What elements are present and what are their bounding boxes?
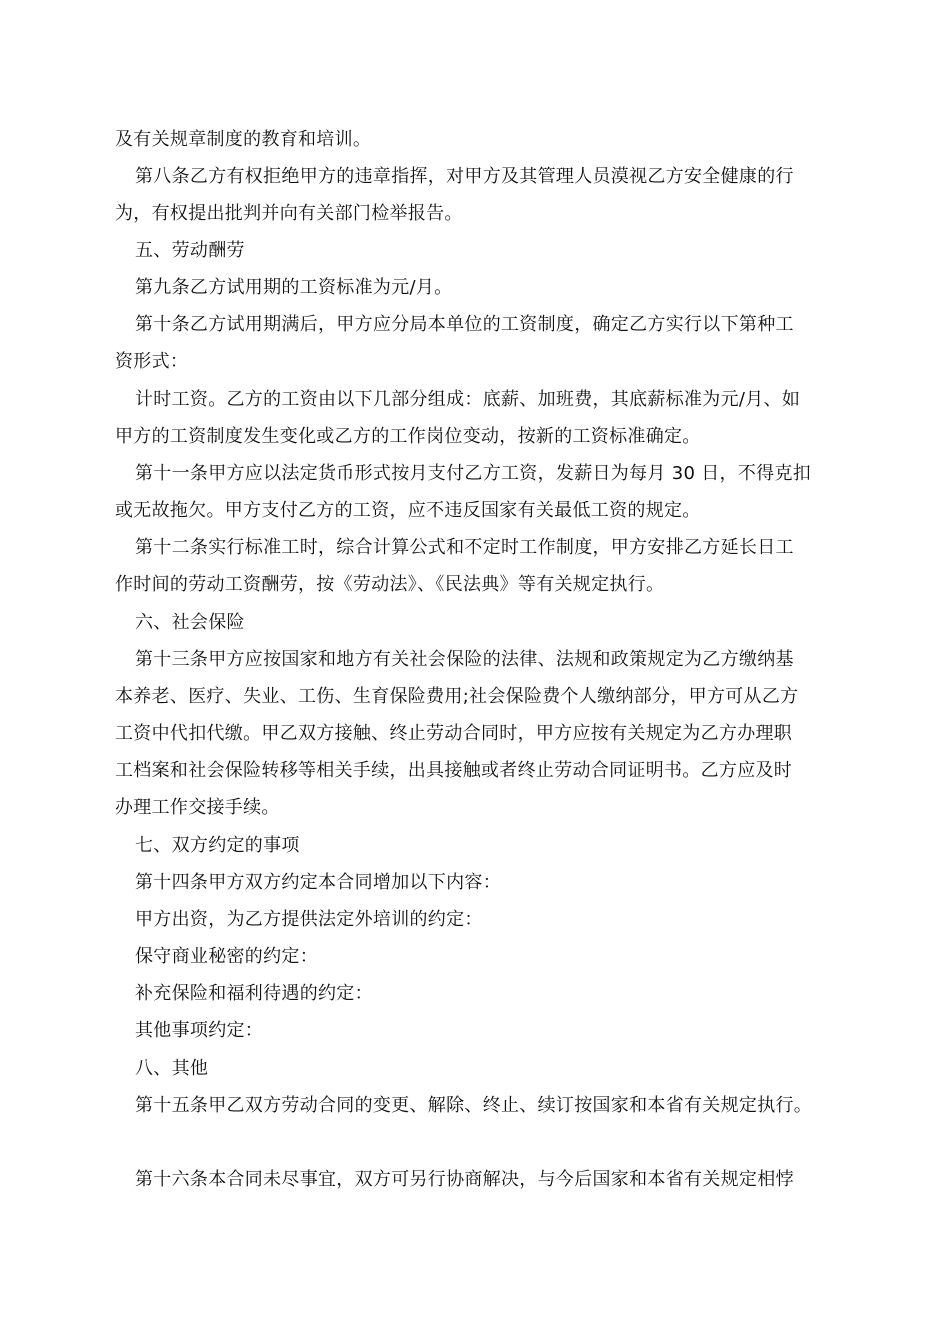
section-heading: 八、其他 xyxy=(135,1058,209,1079)
text-line: 保守商业秘密的约定： xyxy=(135,946,318,967)
text-line: 其他事项约定： xyxy=(135,1020,264,1041)
text-line: 工档案和社会保险转移等相关手续，出具接触或者终止劳动合同证明书。乙方应及时 xyxy=(115,760,793,781)
text-line: 第八条乙方有权拒绝甲方的违章指挥，对甲方及其管理人员漠视乙方安全健康的行 xyxy=(135,166,794,187)
text-line: 计时工资。乙方的工资由以下几部分组成：底薪、加班费，其底薪标准为元/月、如 xyxy=(135,389,801,410)
section-heading: 六、社会保险 xyxy=(135,612,245,633)
text-line: 本养老、医疗、失业、工伤、生育保险费用;社会保险费个人缴纳部分，甲方可从乙方 xyxy=(115,686,799,707)
text-line: 办理工作交接手续。 xyxy=(115,797,280,818)
text-line: 甲方的工资制度发生变化或乙方的工作岗位变动，按新的工资标准确定。 xyxy=(115,426,701,447)
section-heading: 五、劳动酬劳 xyxy=(135,240,245,261)
text-line: 第十五条甲乙双方劳动合同的变更、解除、终止、续订按国家和本省有关规定执行。 xyxy=(135,1095,813,1116)
text-line: 第十二条实行标准工时，综合计算公式和不定时工作制度，甲方安排乙方延长日工 xyxy=(135,537,794,558)
text-line: 第十一条甲方应以法定货币形式按月支付乙方工资，发薪日为每月 30 日，不得克扣 xyxy=(135,463,812,484)
text-line: 资形式： xyxy=(115,351,189,372)
text-line: 第十六条本合同未尽事宜，双方可另行协商解决，与今后国家和本省有关规定相悖 xyxy=(135,1169,794,1190)
text-line: 甲方出资，为乙方提供法定外培训的约定： xyxy=(135,909,483,930)
text-line: 补充保险和福利待遇的约定： xyxy=(135,983,373,1004)
text-line: 第十四条甲方双方约定本合同增加以下内容： xyxy=(135,872,501,893)
text-line: 为，有权提出批判并向有关部门检举报告。 xyxy=(115,203,463,224)
text-line: 第十三条甲方应按国家和地方有关社会保险的法律、法规和政策规定为乙方缴纳基 xyxy=(135,649,794,670)
text-line: 及有关规章制度的教育和培训。 xyxy=(115,129,372,150)
text-line: 作时间的劳动工资酬劳，按《劳动法》、《民法典》等有关规定执行。 xyxy=(115,574,665,595)
section-heading: 七、双方约定的事项 xyxy=(135,835,300,856)
text-line: 或无故拖欠。甲方支付乙方的工资，应不违反国家有关最低工资的规定。 xyxy=(115,500,701,521)
text-line: 工资中代扣代缴。甲乙双方接触、终止劳动合同时，甲方应按有关规定为乙方办理职 xyxy=(115,723,793,744)
text-line: 第九条乙方试用期的工资标准为元/月。 xyxy=(135,277,453,298)
text-line: 第十条乙方试用期满后，甲方应分局本单位的工资制度，确定乙方实行以下第种工 xyxy=(135,314,794,335)
